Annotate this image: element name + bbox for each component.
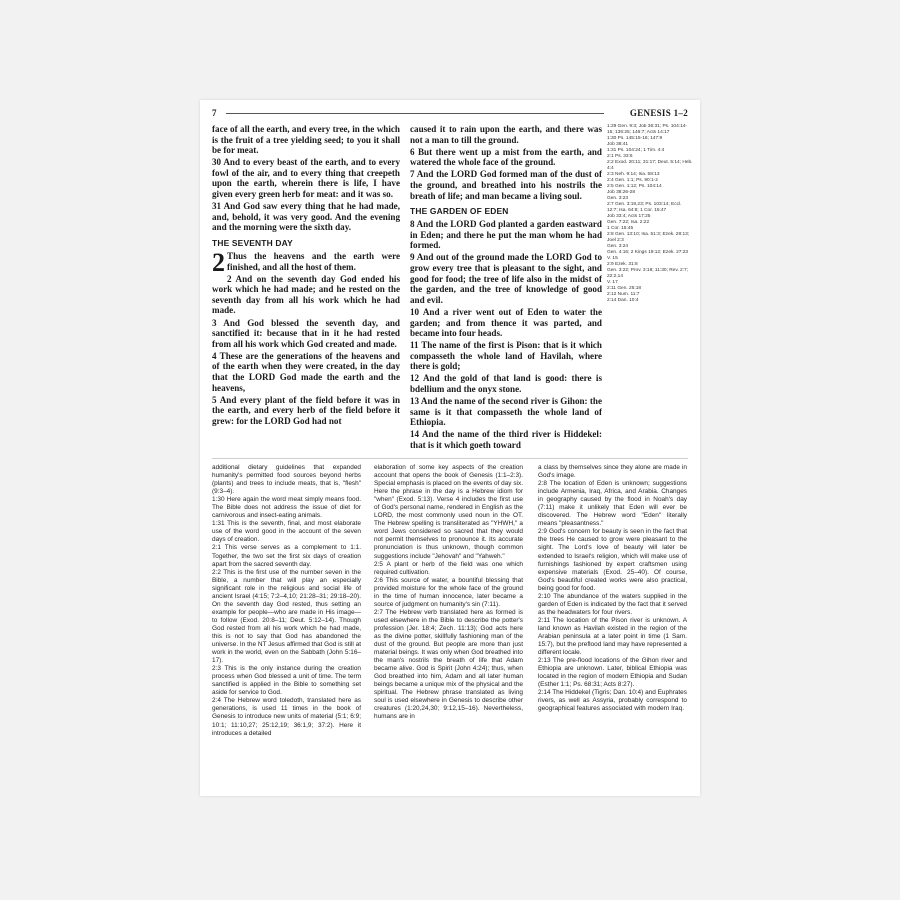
notes-column-middle xyxy=(374,464,523,722)
scripture-text xyxy=(212,124,602,454)
verse-paragraph: 10 And a river went out of Eden to water the garden; and from thence it was parted, and became into four heads. xyxy=(410,306,602,339)
study-note: 2:11 The location of the Pison river is unknown. A land known as Havilah existed in the region of the Arabian peninsula at a later point in time (1 Sam. 15:7), but the preflood land may have represented a different locale. xyxy=(538,616,687,657)
study-note: 2:8 The location of Eden is unknown; suggestions include Armenia, Iraq, Africa, and Arabia. Changes in geography caused by the flood in Noah's day (7:11) make it unlikely that Eden will ever be discovered. The Hebrew word "Eden" literally means "pleasantness." xyxy=(538,480,687,528)
cross-reference: Gen. 4:16; 2 Kings 19:12; Ezek. 27:23 xyxy=(607,250,689,255)
verse-paragraph: 5 And every plant of the field before it was in the earth, and every herb of the field before it grew: for the LORD God had not xyxy=(212,394,400,426)
verse-paragraph xyxy=(212,247,400,277)
cross-reference: 1:29 Gen. 9:3; Job 36:31; Ps. 104:14-15; 136:25; 146:7; Acts 14:17 xyxy=(607,124,688,135)
cross-reference: 2:7 Gen. 3:19,23; Ps. 103:14; Eccl. 12:7; Isa. 64:8; 1 Cor. 15:47 xyxy=(607,202,682,213)
study-note: 2:1 This verse serves as a complement to 1:1. Together, the two set the first six days of creation apart from the sacred seventh day. xyxy=(212,544,361,568)
cross-reference: 2:3 Neh. 9:14; Isa. 58:13 xyxy=(607,172,660,177)
scripture-column-left xyxy=(212,124,400,428)
verse-paragraph: 8 And the LORD God planted a garden eastward in Eden; and there he put the man whom he had formed. xyxy=(410,219,602,251)
page-number: 7 xyxy=(212,108,217,118)
study-note: 2:10 The abundance of the waters supplied in the garden of Eden is indicated by the fact that it served as the headwaters for four rivers. xyxy=(538,592,687,616)
study-note: elaboration of some key aspects of the creation account that opens the book of Genesis (1:1–2:3). Special emphasis is placed on the events of day six. Here the phrase in the day is a Hebrew idiom for "when" (Exod. 5:13). Verse 4 includes the first use of God's personal name, rendered in English as the LORD, the most commonly used noun in the OT. The Hebrew spelling is transliterated as "YHWH," a word Jews considered so sacred that they would not permit themselves to pronounce it. Its accurate pronunciation is thus unknown, though common suggestions include "Jehovah" and "Yahweh." xyxy=(374,464,523,560)
running-header xyxy=(212,108,688,120)
study-note: 2:9 God's concern for beauty is seen in the fact that the trees He caused to grow were pleasant to the sight. The Lord's love of beauty will later be extended to Israel's religion, which will make use of furnishings fashioned by expert craftsmen using expensive materials (Exod. 25–40). Of course, God's beautiful created works were also practical, being good for food. xyxy=(538,528,687,592)
verse-paragraph: 2 And on the seventh day God ended his work which he had made; and he rested on the seventh day from all his work which he had made. xyxy=(212,273,400,316)
cross-reference: 2:14 Dan. 10:4 xyxy=(607,298,639,303)
cross-reference: V. 15 xyxy=(607,256,618,261)
cross-reference: 2:8 Gen. 13:10; Isa. 51:3; Ezek. 28:13; Joel 2:3 xyxy=(607,232,690,243)
cross-reference: 2:1 Ps. 33:6 xyxy=(607,154,633,159)
section-heading: THE SEVENTH DAY xyxy=(212,237,293,248)
study-note: 2:5 A plant or herb of the field was one which required cultivation. xyxy=(374,560,523,576)
verse-paragraph: 30 And to every beast of the earth, and to every fowl of the air, and to every thing that creepeth upon the earth, wherein there is life, I have given every green herb for meat: and it was so. xyxy=(212,157,400,200)
cross-reference: Job 38:41 xyxy=(607,142,629,147)
cross-reference: Gen. 7:22; Isa. 2:22 xyxy=(607,220,650,225)
verse-paragraph: 7 And the LORD God formed man of the dust of the ground, and breathed into his nostrils the breath of life; and man became a living soul. xyxy=(410,169,602,201)
cross-reference: Gen. 3:22; Prov. 3:18; 11:30; Rev. 2:7; 22:2,14 xyxy=(607,268,689,279)
cross-reference: 2:9 Ezek. 31:8 xyxy=(607,262,638,267)
cross-reference: Job 33:4; Acts 17:25 xyxy=(607,214,651,219)
verse-paragraph: face of all the earth, and every tree, in the which is the fruit of a tree yielding seed; to you it shall be for meat. xyxy=(212,124,400,156)
study-note: 2:2 This is the first use of the number seven in the Bible, a number that will play an especially significant role in the religious and social life of ancient Israel (4:15; 7:2–4,10; 21:28–31; 29:18–20). On the seventh day God rested, thus setting an example for people—who are made in His image—to follow (Exod. 20:8–11; Deut. 5:12–14). Though God rested from all his work which he had made, this is not to say that God has abandoned the universe. In the NT Jesus affirmed that God is still at work in the world, even on the Sabbath (John 5:16–17). xyxy=(212,568,361,665)
study-note: 2:14 The Hiddekel (Tigris; Dan. 10:4) and Euphrates rivers, as well as Assyria, probably correspond to geographical features associated with modern Iraq. xyxy=(538,689,687,713)
cross-reference-column xyxy=(607,124,693,454)
verse-text: Thus the heavens and the earth were finished, and all the host of them. xyxy=(227,250,400,272)
verse-paragraph: 3 And God blessed the seventh day, and sanctified it: because that in it he had rested from all his work which God created and made. xyxy=(212,317,400,349)
cross-reference: 1 Cor. 15:45 xyxy=(607,226,634,231)
verse-paragraph: caused it to rain upon the earth, and there was not a man to till the ground. xyxy=(410,124,602,145)
verse-paragraph: 4 These are the generations of the heavens and of the earth when they were created, in the day that the LORD God made the earth and the heavens, xyxy=(212,350,400,393)
section-heading: THE GARDEN OF EDEN xyxy=(410,206,509,217)
study-note: 1:30 Here again the word meat simply means food. The Bible does not address the issue of diet for carnivorous and insect-eating animals. xyxy=(212,496,361,520)
notes-divider xyxy=(212,458,688,459)
cross-reference: 2:11 Gen. 25:18 xyxy=(607,286,642,291)
verse-paragraph: 11 The name of the first is Pison: that is it which compasseth the whole land of Havilah, where there is gold; xyxy=(410,340,602,372)
study-note: a class by themselves since they alone are made in God's image. xyxy=(538,464,687,480)
book-reference: GENESIS 1–2 xyxy=(629,108,688,118)
cross-reference: 2:2 Exod. 20:11; 31:17; Deut. 5:14; Heb. 4:4 xyxy=(607,160,693,171)
notes-column-left xyxy=(212,464,361,738)
study-note: 2:3 This is the only instance during the creation process when God blessed a unit of time. The term sanctified is applied in the Bible to something set aside for service to God. xyxy=(212,665,361,697)
chapter-drop-cap: 2 xyxy=(212,247,225,277)
verse-paragraph: 9 And out of the ground made the LORD God to grow every tree that is pleasant to the sight, and good for food; the tree of life also in the midst of the garden, and the tree of knowledge of good and evil. xyxy=(410,252,602,305)
verse-paragraph: 31 And God saw every thing that he had made, and, behold, it was very good. And the evening and the morning were the sixth day. xyxy=(212,201,400,233)
study-note: additional dietary guidelines that expanded humanity's permitted food sources beyond herbs (plants) and trees to include meats, that is, "flesh" (9:3–4). xyxy=(212,464,361,496)
cross-reference: 1:30 Ps. 145:15-16; 147:9 xyxy=(607,136,663,141)
verse-paragraph: 14 And the name of the third river is Hiddekel: that is it which goeth toward xyxy=(410,429,602,451)
header-rule xyxy=(226,113,604,114)
cross-reference: 2:4 Gen. 1:1; Ps. 90:1-2 xyxy=(607,178,658,183)
cross-reference: Gen. 3:23 xyxy=(607,196,629,201)
study-notes xyxy=(212,464,688,789)
verse-paragraph: 6 But there went up a mist from the earth, and watered the whole face of the ground. xyxy=(410,146,602,168)
cross-reference: 2:5 Gen. 1:12; Ps. 104:14 xyxy=(607,184,662,189)
cross-reference: V. 17 xyxy=(607,280,618,285)
study-note: 1:31 This is the seventh, final, and most elaborate use of the word good in the account of the seven days of creation. xyxy=(212,520,361,544)
verse-paragraph: 12 And the gold of that land is good: there is bdellium and the onyx stone. xyxy=(410,373,602,395)
study-note: 2:13 The pre-flood locations of the Gihon river and Ethiopia are unknown. Later, biblical Ethiopia was located in the region of modern Ethiopia and Sudan (Esther 1:1; Ps. 68:31; Acts 8:27). xyxy=(538,657,687,689)
study-note: 2:7 The Hebrew verb translated here as formed is used elsewhere in the Bible to describe the potter's profession (Jer. 18:4; Zech. 11:13); God acts here as the divine potter, skillfully fashioning man of the dust of the ground. But people are more than just material beings. It was only when God breathed into the man's nostrils the breath of life that Adam became alive. God is Spirit (John 4:24); thus, when God breathed into him, Adam and all later human beings became a unique mix of the physical and the spiritual. The Hebrew phrase translated as living soul is used elsewhere in Genesis to describe other creatures (1:20,24,30; 9:12,15–16). Nevertheless, humans are in xyxy=(374,608,523,721)
cross-reference: 1:31 Ps. 104:24; 1 Tim. 4:4 xyxy=(607,148,665,153)
bible-page xyxy=(200,100,700,796)
cross-reference: 2:12 Num. 11:7 xyxy=(607,292,640,297)
study-note: 2:4 The Hebrew word toledoth, translated here as generations, is used 11 times in the book of Genesis to introduce new units of material (5:1; 6:9; 10:1; 11:10,27; 25:12,19; 36:1,9; 37:2). Here it introduces a detailed xyxy=(212,697,361,737)
scripture-column-right xyxy=(410,124,602,452)
study-note: 2:6 This source of water, a bountiful blessing that provided moisture for the whole face of the ground in the time of human innocence, later became a source of judgment on humanity's sin (7:11). xyxy=(374,576,523,608)
notes-column-right xyxy=(538,464,687,713)
verse-paragraph: 13 And the name of the second river is Gihon: the same is it that compasseth the whole land of Ethiopia. xyxy=(410,396,602,428)
cross-reference: Job 38:26-28 xyxy=(607,190,636,195)
cross-reference: Gen. 3:24 xyxy=(607,244,629,249)
